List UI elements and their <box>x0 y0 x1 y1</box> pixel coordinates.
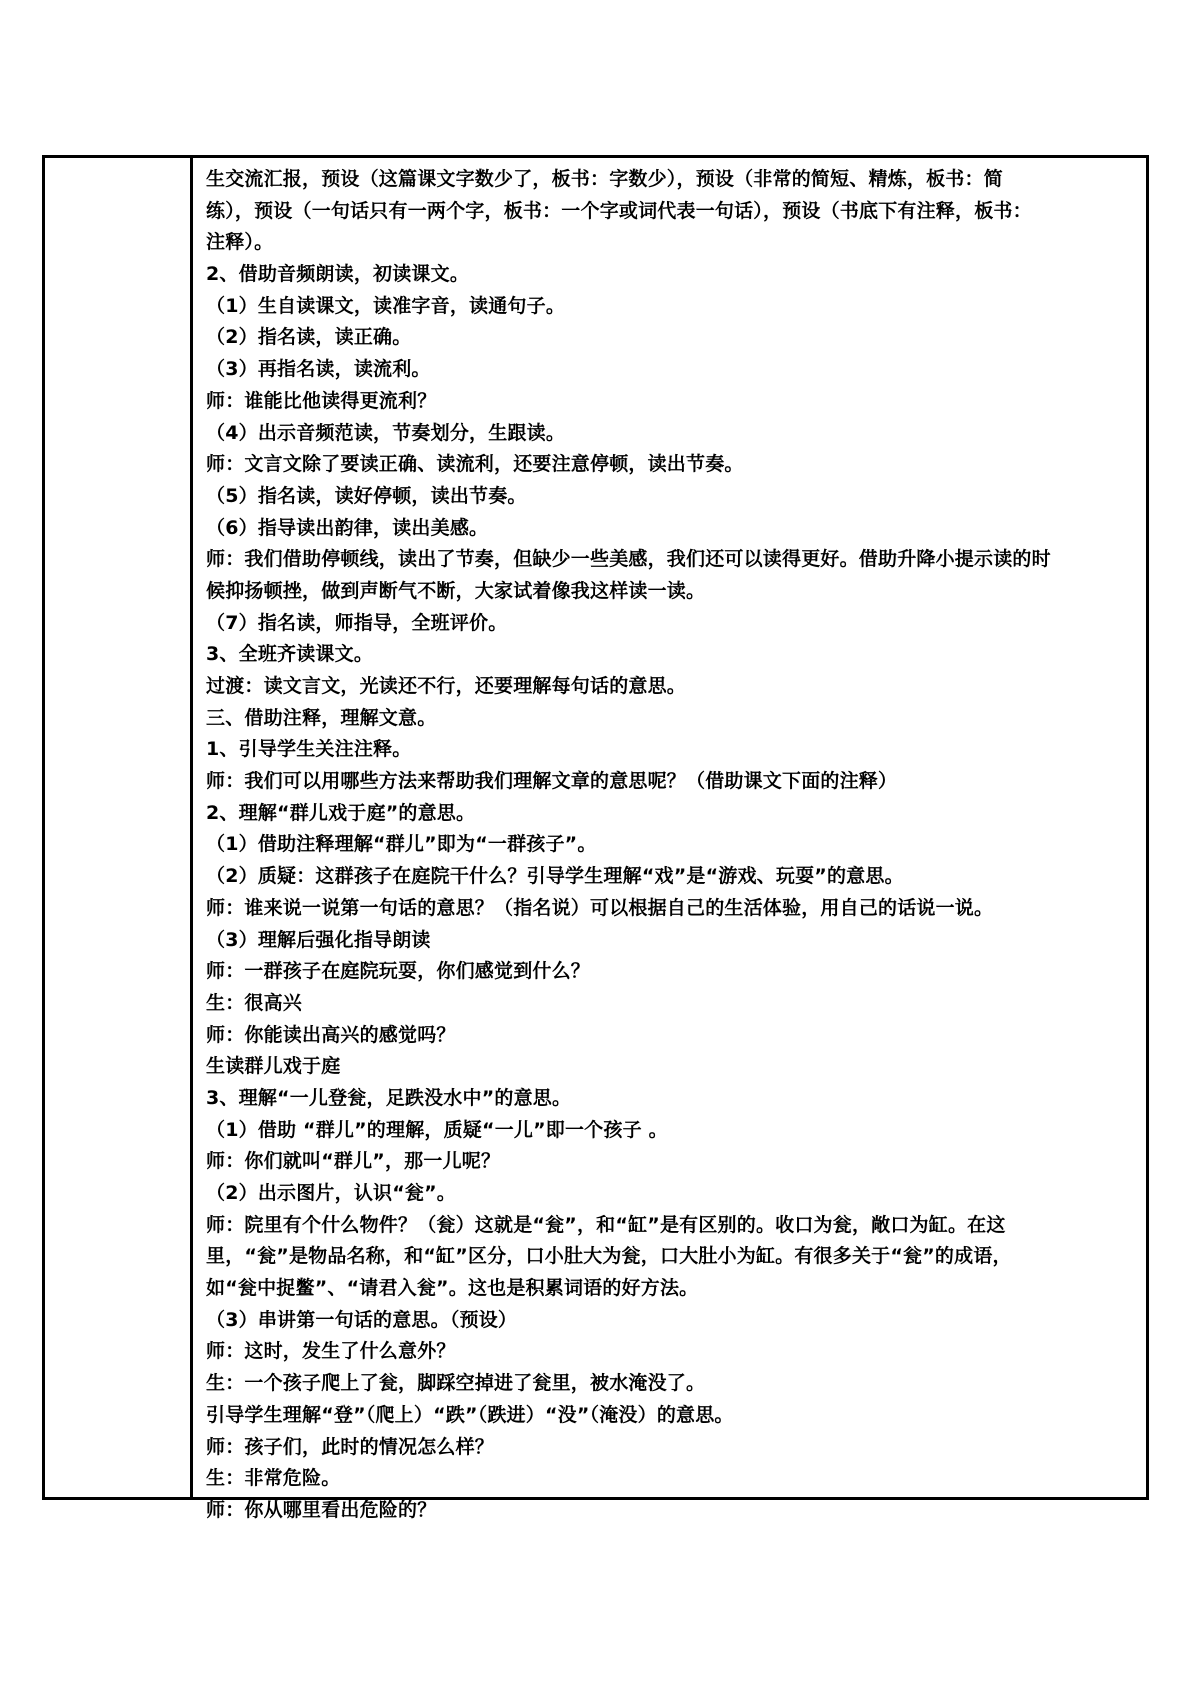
text-line: 生：一个孩子爬上了瓮，脚踩空掉进了瓮里，被水淹没了。 <box>206 1372 706 1395</box>
text-line: （2）质疑：这群孩子在庭院干什么？引导学生理解“戏”是“游戏、玩耍”的意思。 <box>206 865 904 888</box>
text-line: 师：文言文除了要读正确、读流利，还要注意停顿，读出节奏。 <box>206 453 744 476</box>
content-cell <box>193 158 1146 1521</box>
text-line: 2、理解“群儿戏于庭”的意思。 <box>206 801 476 824</box>
text-line: 师：我们可以用哪些方法来帮助我们理解文章的意思呢？（借助课文下面的注释） <box>206 770 898 793</box>
text-line: （4）出示音频范读，节奏划分，生跟读。 <box>206 421 566 444</box>
text-line: 师：这时，发生了什么意外？ <box>206 1340 456 1363</box>
text-line: 师：谁来说一说第一句话的意思？（指名说）可以根据自己的生活体验，用自己的话说一说。 <box>206 896 994 919</box>
text-line: 生交流汇报，预设（这篇课文字数少了，板书：字数少），预设（非常的简短、精炼，板书：简 <box>206 168 1003 190</box>
text-line: 师：你从哪里看出危险的？ <box>206 1498 437 1521</box>
text-line: 候抑扬顿挫，做到声断气不断，大家试着像我这样读一读。 <box>206 579 706 602</box>
text-line: （2）指名读，读正确。 <box>206 326 412 349</box>
text-line: （3）串讲第一句话的意思。（预设） <box>206 1308 518 1331</box>
text-line: 引导学生理解“登”（爬上）“跌”（跌进）“没”（淹没）的意思。 <box>206 1403 734 1426</box>
text-line: 师：你能读出高兴的感觉吗？ <box>206 1023 456 1046</box>
text-line: （1）生自读课文，读准字音，读通句子。 <box>206 294 566 317</box>
text-line: 师：院里有个什么物件？（瓮）这就是“瓮”，和“缸”是有区别的。收口为瓮，敞口为缸。在这 <box>206 1213 1006 1236</box>
text-line: 师：谁能比他读得更流利？ <box>206 389 437 412</box>
text-line: 三、借助注释，理解文意。 <box>206 706 437 729</box>
text-line: 如“瓮中捉鳖”、“请君入瓮”。这也是积累词语的好方法。 <box>206 1277 699 1300</box>
text-line: 师：一群孩子在庭院玩耍，你们感觉到什么？ <box>206 960 591 983</box>
text-line: （3）理解后强化指导朗读 <box>206 928 431 951</box>
text-line: 3、理解“一儿登瓮，足跌没水中”的意思。 <box>206 1086 572 1109</box>
text-line: 师：孩子们，此时的情况怎么样？ <box>206 1435 495 1458</box>
text-line: 过渡：读文言文，光读还不行，还要理解每句话的意思。 <box>206 675 687 697</box>
left-column-cell <box>45 158 193 1497</box>
text-line: 2、借助音频朗读，初读课文。 <box>206 263 470 286</box>
text-line: （1）借助 “群儿”的理解，质疑“一儿”即一个孩子 。 <box>206 1118 668 1141</box>
text-line: （2）出示图片，认识“瓮”。 <box>206 1182 456 1204</box>
text-line: 师：我们借助停顿线，读出了节奏，但缺少一些美感，我们还可以读得更好。借助升降小提示读的时 <box>206 548 1051 571</box>
text-line: 生：很高兴 <box>206 991 303 1014</box>
text-line: 师：你们就叫“群儿”，那一儿呢？ <box>206 1150 501 1173</box>
text-line: 里，“瓮”是物品名称，和“缸”区分，口小肚大为瓮，口大肚小为缸。有很多关于“瓮”的成语， <box>206 1245 1012 1268</box>
text-line: 1、引导学生关注注释。 <box>206 738 412 761</box>
text-line: （6）指导读出韵律，读出美感。 <box>206 516 489 539</box>
text-line: （7）指名读，师指导，全班评价。 <box>206 611 508 634</box>
text-line: 练），预设（一句话只有一两个字，板书：一个字或词代表一句话），预设（书底下有注释，板书： <box>206 199 1032 222</box>
text-line: （1）借助注释理解“群儿”即为“一群孩子”。 <box>206 833 597 856</box>
text-line: 生：非常危险。 <box>206 1467 341 1490</box>
lesson-plan-table <box>42 155 1149 1521</box>
text-line: 注释）。 <box>206 231 274 254</box>
text-line: （3）再指名读，读流利。 <box>206 358 431 381</box>
text-line: 生读群儿戏于庭 <box>206 1055 341 1078</box>
text-line: （5）指名读，读好停顿，读出节奏。 <box>206 484 527 507</box>
text-line: 3、全班齐读课文。 <box>206 643 374 666</box>
